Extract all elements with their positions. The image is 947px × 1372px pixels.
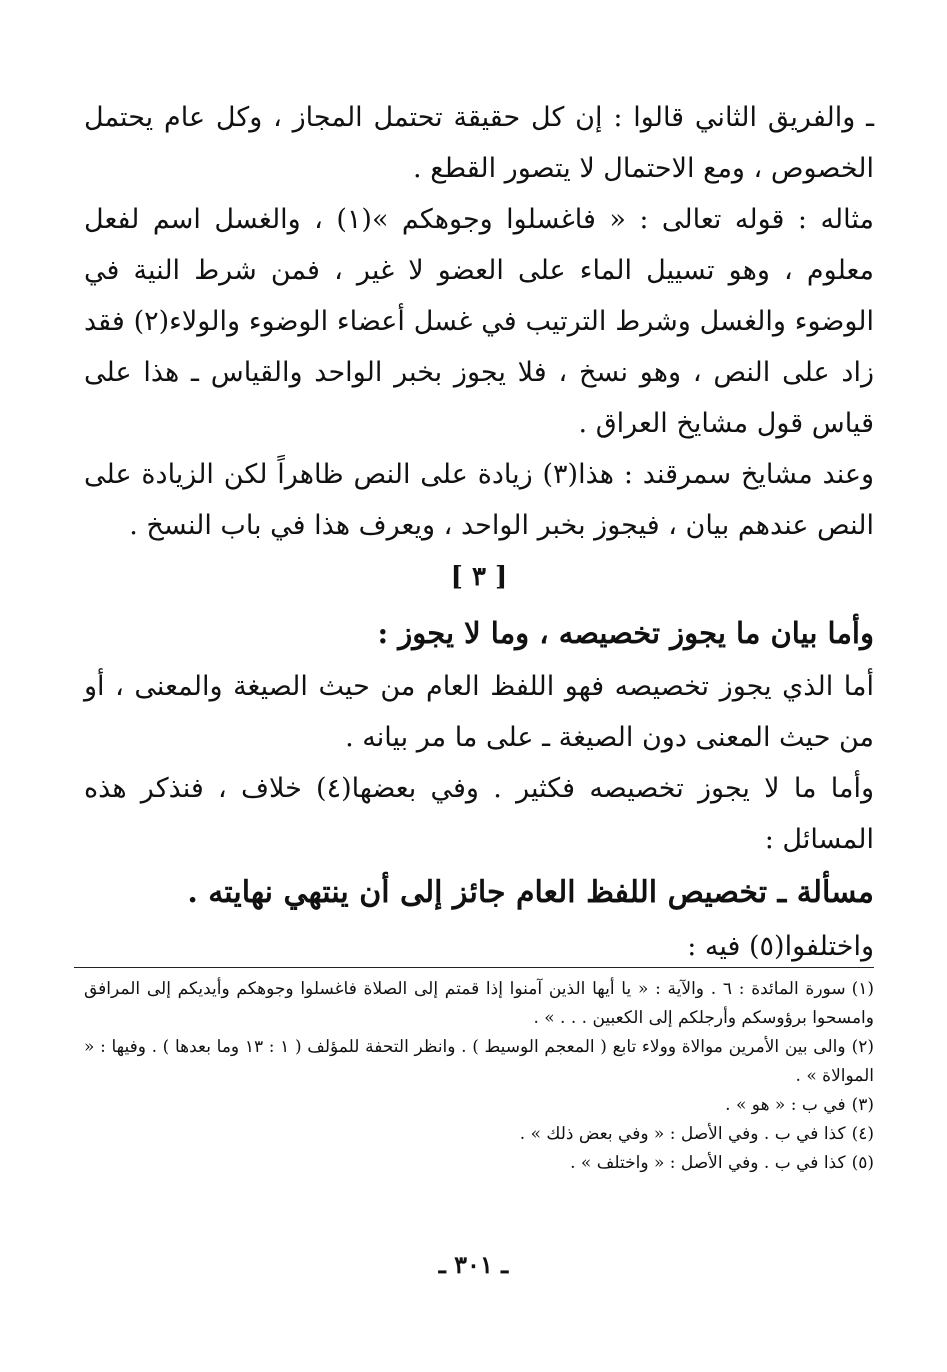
footnote-text: سورة المائدة : ٦ . والآية : « يا أيها الذين آمنوا إذا قمتم إلى الصلاة فاغسلوا وجوهكم وأيديكم إلى المرافق وامسحوا برؤوسكم وأرجلكم إلى الكعبين . . . » . — [84, 979, 874, 1028]
footnote-1 — [84, 975, 874, 1033]
paragraph-what-may-be-specified: أما الذي يجوز تخصيصه فهو اللفظ العام من حيث الصيغة والمعنى ، أو من حيث المعنى دون الصيغة ـ على ما مر بيانه . — [84, 671, 874, 753]
footnote-number: (٣) — [851, 1095, 874, 1115]
section-number: [ ٣ ] — [450, 562, 508, 592]
footnote-number: (٤) — [851, 1124, 874, 1144]
paragraph-disagreement: واختلفوا(٥) فيه : — [687, 931, 874, 962]
footnote-text: في ب : « هو » . — [725, 1095, 846, 1115]
paragraph-first-group: ـ والفريق الثاني قالوا : إن كل حقيقة تحتمل المجاز ، وكل عام يحتمل الخصوص ، ومع الاحتمال لا يتصور القطع . — [84, 102, 874, 184]
paragraph-example: مثاله : قوله تعالى : « فاغسلوا وجوهكم »(١) ، والغسل اسم لفعل معلوم ، وهو تسييل الماء على العضو لا غير ، فمن شرط النية في الوضوء والغسل وشرط الترتيب في غسل أعضاء الوضوء والولاء(٢) فقد زاد على النص ، وهو نسخ ، فلا يجوز بخبر الواحد والقياس ـ هذا على قياس قول مشايخ العراق . — [84, 204, 875, 439]
footnote-4 — [84, 1120, 874, 1149]
footnote-3 — [84, 1091, 874, 1120]
footnote-text: كذا في ب . وفي الأصل : « واختلف » . — [570, 1153, 846, 1173]
footnote-2 — [84, 1033, 874, 1091]
issue-heading: مسألة ـ تخصيص اللفظ العام جائز إلى أن ينتهي نهايته . — [187, 875, 874, 910]
page-number: ـ ٣٠١ ـ — [438, 1250, 509, 1279]
page-body — [84, 92, 874, 972]
paragraph-samarqand: وعند مشايخ سمرقند : هذا(٣) زيادة على النص ظاهراً لكن الزيادة على النص عندهم بيان ، فيجوز بخبر الواحد ، ويعرف هذا في باب النسخ . — [84, 459, 875, 541]
footnote-number: (١) — [851, 979, 874, 999]
footnote-divider — [74, 967, 874, 968]
footnote-number: (٥) — [851, 1153, 874, 1173]
section-heading: وأما بيان ما يجوز تخصيصه ، وما لا يجوز : — [377, 616, 874, 650]
paragraph-what-may-not-be-specified: وأما ما لا يجوز تخصيصه فكثير . وفي بعضها(٤) خلاف ، فنذكر هذه المسائل : — [84, 773, 874, 855]
footnote-5 — [84, 1149, 874, 1178]
footnote-number: (٢) — [851, 1037, 874, 1057]
footnote-text: والى بين الأمرين موالاة وولاء تابع ( المعجم الوسيط ) . وانظر التحفة للمؤلف ( ١ : ١٣ وما بعدها ) . وفيها : « الموالاة » . — [84, 1037, 874, 1086]
footnotes — [84, 975, 874, 1178]
footnote-text: كذا في ب . وفي الأصل : « وفي بعض ذلك » . — [519, 1124, 846, 1144]
